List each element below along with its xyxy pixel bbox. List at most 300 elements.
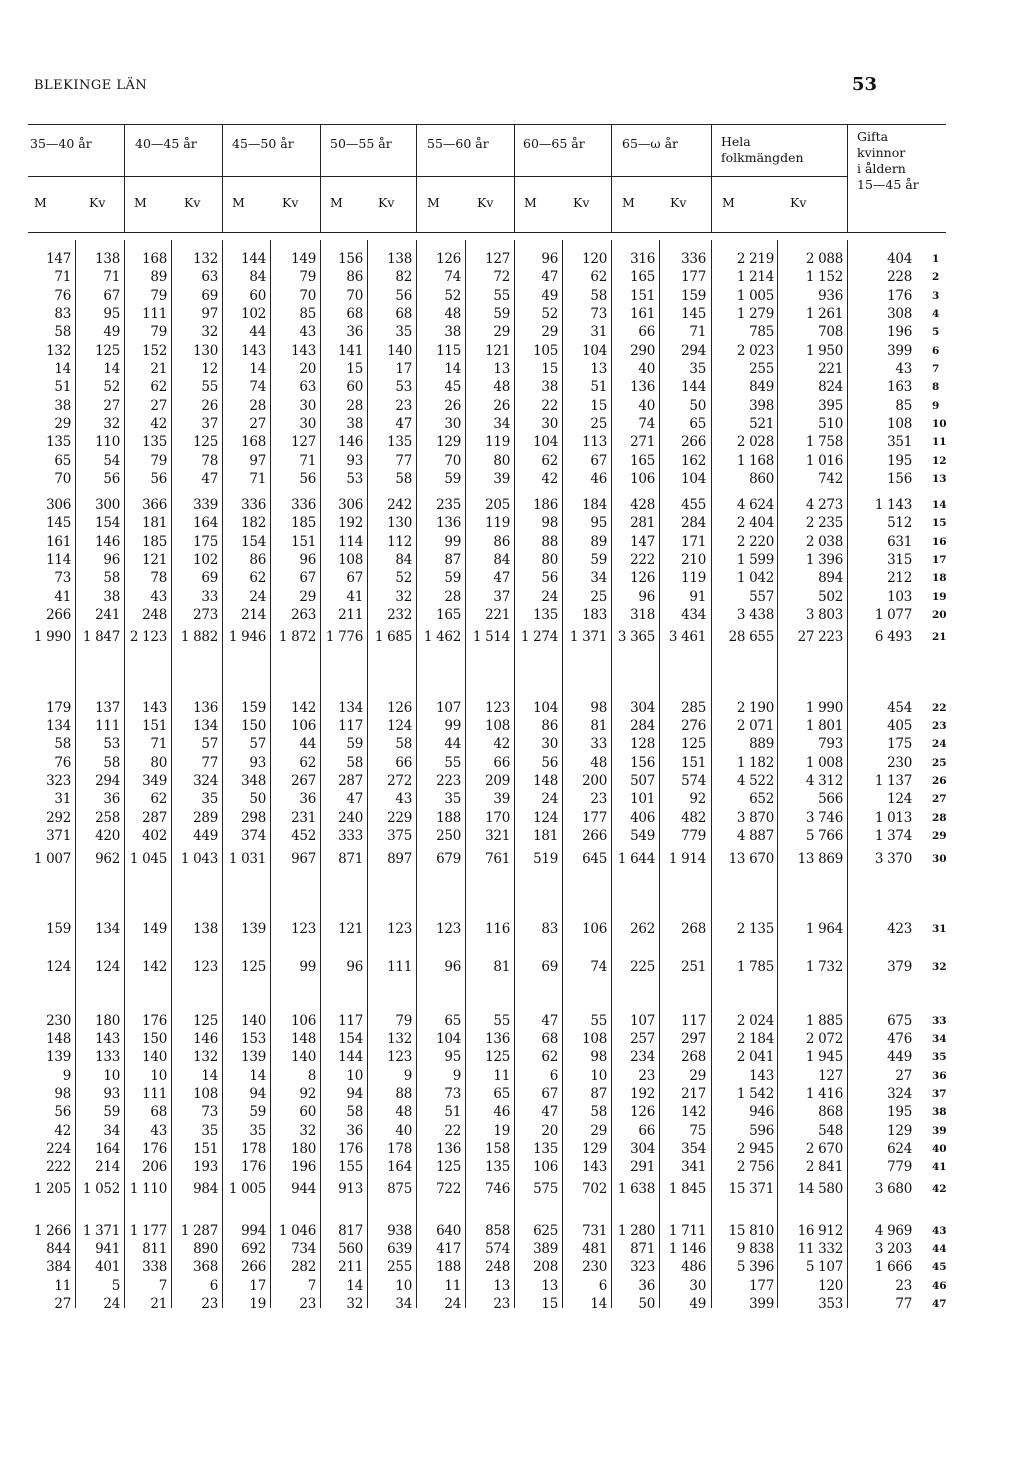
table-cell: 132 xyxy=(387,1031,412,1047)
table-cell: 3 461 xyxy=(668,629,706,645)
table-cell: 336 xyxy=(681,251,706,267)
table-cell: 117 xyxy=(338,718,363,734)
header-bottom-rule xyxy=(28,232,946,233)
table-cell: 78 xyxy=(150,570,167,586)
table-cell: 123 xyxy=(436,921,461,937)
kv-label: Kv xyxy=(573,195,590,210)
table-cell: 168 xyxy=(241,434,266,450)
table-cell: 24 xyxy=(103,1296,120,1312)
table-cell: 164 xyxy=(193,515,218,531)
table-cell: 132 xyxy=(193,251,218,267)
table-cell: 38 xyxy=(541,379,558,395)
table-cell: 67 xyxy=(299,570,316,586)
table-cell: 23 xyxy=(201,1296,218,1312)
table-cell: 304 xyxy=(630,1141,655,1157)
table-row xyxy=(0,1181,1024,1200)
table-cell: 24 xyxy=(541,589,558,605)
table-cell: 142 xyxy=(681,1104,706,1120)
table-cell: 117 xyxy=(681,1013,706,1029)
row-number: 12 xyxy=(932,455,947,467)
table-cell: 97 xyxy=(201,306,218,322)
table-cell: 868 xyxy=(818,1104,843,1120)
row-number: 7 xyxy=(932,363,940,375)
table-cell: 106 xyxy=(291,1013,316,1029)
table-cell: 70 xyxy=(54,471,71,487)
table-row xyxy=(0,1013,1024,1032)
table-cell: 50 xyxy=(689,398,706,414)
col-head-65-omega: 65—ω år xyxy=(622,136,678,151)
table-cell: 24 xyxy=(541,791,558,807)
table-cell: 575 xyxy=(533,1181,558,1197)
table-cell: 146 xyxy=(338,434,363,450)
table-cell: 351 xyxy=(887,434,912,450)
table-cell: 46 xyxy=(493,1104,510,1120)
table-cell: 47 xyxy=(493,570,510,586)
table-cell: 2 023 xyxy=(736,343,774,359)
table-cell: 49 xyxy=(541,288,558,304)
table-cell: 34 xyxy=(493,416,510,432)
table-cell: 289 xyxy=(193,810,218,826)
table-cell: 72 xyxy=(493,269,510,285)
table-row xyxy=(0,791,1024,810)
table-cell: 62 xyxy=(150,379,167,395)
table-cell: 136 xyxy=(630,379,655,395)
table-cell: 304 xyxy=(630,700,655,716)
row-number: 39 xyxy=(932,1125,947,1137)
table-cell: 84 xyxy=(493,552,510,568)
table-cell: 188 xyxy=(436,1259,461,1275)
table-cell: 46 xyxy=(590,471,607,487)
table-cell: 89 xyxy=(150,269,167,285)
table-row xyxy=(0,269,1024,288)
table-cell: 84 xyxy=(395,552,412,568)
table-cell: 228 xyxy=(887,269,912,285)
table-cell: 420 xyxy=(95,828,120,844)
table-cell: 77 xyxy=(395,453,412,469)
table-cell: 53 xyxy=(395,379,412,395)
table-cell: 126 xyxy=(630,570,655,586)
table-cell: 181 xyxy=(142,515,167,531)
table-cell: 123 xyxy=(387,1049,412,1065)
table-row xyxy=(0,629,1024,648)
table-cell: 94 xyxy=(346,1086,363,1102)
table-cell: 143 xyxy=(291,343,316,359)
table-cell: 92 xyxy=(299,1086,316,1102)
table-cell: 645 xyxy=(582,851,607,867)
row-number: 24 xyxy=(932,738,947,750)
table-cell: 36 xyxy=(346,1123,363,1139)
table-cell: 29 xyxy=(541,324,558,340)
table-cell: 734 xyxy=(291,1241,316,1257)
table-cell: 2 756 xyxy=(736,1159,774,1175)
table-cell: 574 xyxy=(681,773,706,789)
table-cell: 395 xyxy=(818,398,843,414)
table-cell: 129 xyxy=(582,1141,607,1157)
m-label: M xyxy=(524,195,537,210)
table-row xyxy=(0,306,1024,325)
table-cell: 135 xyxy=(387,434,412,450)
table-cell: 65 xyxy=(444,1013,461,1029)
table-cell: 130 xyxy=(193,343,218,359)
row-number: 10 xyxy=(932,418,947,430)
table-cell: 142 xyxy=(142,959,167,975)
table-cell: 176 xyxy=(241,1159,266,1175)
table-cell: 196 xyxy=(887,324,912,340)
table-cell: 1 043 xyxy=(180,851,218,867)
table-row xyxy=(0,959,1024,978)
table-cell: 59 xyxy=(249,1104,266,1120)
col-head-50-55: 50—55 år xyxy=(330,136,392,151)
table-cell: 452 xyxy=(291,828,316,844)
table-cell: 272 xyxy=(387,773,412,789)
table-cell: 134 xyxy=(338,700,363,716)
table-cell: 1 885 xyxy=(805,1013,843,1029)
table-cell: 136 xyxy=(436,1141,461,1157)
table-cell: 234 xyxy=(630,1049,655,1065)
table-cell: 74 xyxy=(249,379,266,395)
table-cell: 27 xyxy=(895,1068,912,1084)
table-cell: 86 xyxy=(493,534,510,550)
row-number: 43 xyxy=(932,1225,947,1237)
table-row xyxy=(0,1123,1024,1142)
table-cell: 111 xyxy=(387,959,412,975)
row-number: 5 xyxy=(932,326,940,338)
table-cell: 742 xyxy=(818,471,843,487)
table-cell: 29 xyxy=(689,1068,706,1084)
table-cell: 120 xyxy=(818,1278,843,1294)
table-cell: 1 845 xyxy=(668,1181,706,1197)
table-cell: 125 xyxy=(95,343,120,359)
table-cell: 212 xyxy=(887,570,912,586)
table-cell: 449 xyxy=(887,1049,912,1065)
table-row xyxy=(0,453,1024,472)
table-cell: 14 xyxy=(590,1296,607,1312)
row-number: 11 xyxy=(932,436,947,448)
table-cell: 55 xyxy=(444,755,461,771)
table-cell: 106 xyxy=(291,718,316,734)
table-cell: 27 xyxy=(103,398,120,414)
table-cell: 97 xyxy=(249,453,266,469)
table-cell: 32 xyxy=(103,416,120,432)
table-cell: 195 xyxy=(887,1104,912,1120)
row-number: 47 xyxy=(932,1298,947,1310)
table-cell: 121 xyxy=(338,921,363,937)
table-cell: 104 xyxy=(533,700,558,716)
table-cell: 15 xyxy=(346,361,363,377)
table-cell: 455 xyxy=(681,497,706,513)
table-cell: 31 xyxy=(54,791,71,807)
table-cell: 13 xyxy=(493,1278,510,1294)
table-cell: 1 005 xyxy=(228,1181,266,1197)
table-cell: 110 xyxy=(95,434,120,450)
table-cell: 68 xyxy=(346,306,363,322)
table-cell: 92 xyxy=(689,791,706,807)
table-cell: 52 xyxy=(395,570,412,586)
table-cell: 67 xyxy=(346,570,363,586)
table-cell: 255 xyxy=(749,361,774,377)
table-cell: 133 xyxy=(95,1049,120,1065)
table-cell: 434 xyxy=(681,607,706,623)
table-row xyxy=(0,810,1024,829)
kv-label: Kv xyxy=(670,195,687,210)
row-number: 46 xyxy=(932,1280,947,1292)
table-cell: 66 xyxy=(638,324,655,340)
table-cell: 98 xyxy=(590,1049,607,1065)
table-cell: 266 xyxy=(681,434,706,450)
table-cell: 1 274 xyxy=(520,629,558,645)
header-column-rule xyxy=(611,124,612,232)
table-cell: 519 xyxy=(533,851,558,867)
table-cell: 428 xyxy=(630,497,655,513)
table-cell: 32 xyxy=(346,1296,363,1312)
table-row xyxy=(0,718,1024,737)
table-cell: 273 xyxy=(193,607,218,623)
table-cell: 2 945 xyxy=(736,1141,774,1157)
table-cell: 124 xyxy=(887,791,912,807)
table-cell: 95 xyxy=(103,306,120,322)
table-cell: 71 xyxy=(103,269,120,285)
table-cell: 250 xyxy=(436,828,461,844)
table-cell: 33 xyxy=(590,736,607,752)
region-title: BLEKINGE LÄN xyxy=(34,78,148,93)
table-cell: 1 042 xyxy=(736,570,774,586)
table-cell: 21 xyxy=(150,1296,167,1312)
table-cell: 222 xyxy=(46,1159,71,1175)
table-cell: 77 xyxy=(895,1296,912,1312)
table-cell: 811 xyxy=(142,1241,167,1257)
table-cell: 71 xyxy=(150,736,167,752)
table-cell: 150 xyxy=(142,1031,167,1047)
table-cell: 341 xyxy=(681,1159,706,1175)
table-cell: 52 xyxy=(444,288,461,304)
table-cell: 85 xyxy=(299,306,316,322)
table-cell: 324 xyxy=(887,1086,912,1102)
table-cell: 99 xyxy=(444,534,461,550)
table-cell: 44 xyxy=(249,324,266,340)
table-cell: 224 xyxy=(46,1141,71,1157)
table-cell: 38 xyxy=(444,324,461,340)
table-cell: 139 xyxy=(241,1049,266,1065)
table-row xyxy=(0,570,1024,589)
table-cell: 35 xyxy=(444,791,461,807)
table-cell: 140 xyxy=(291,1049,316,1065)
table-cell: 81 xyxy=(590,718,607,734)
table-cell: 175 xyxy=(887,736,912,752)
table-cell: 62 xyxy=(150,791,167,807)
table-cell: 15 371 xyxy=(728,1181,774,1197)
table-cell: 27 xyxy=(54,1296,71,1312)
table-cell: 125 xyxy=(193,434,218,450)
table-row xyxy=(0,1241,1024,1260)
table-cell: 1 177 xyxy=(129,1223,167,1239)
table-cell: 165 xyxy=(436,607,461,623)
table-cell: 171 xyxy=(681,534,706,550)
table-cell: 248 xyxy=(485,1259,510,1275)
table-cell: 125 xyxy=(681,736,706,752)
table-cell: 29 xyxy=(54,416,71,432)
table-cell: 14 xyxy=(346,1278,363,1294)
table-cell: 384 xyxy=(46,1259,71,1275)
table-cell: 71 xyxy=(54,269,71,285)
table-cell: 48 xyxy=(395,1104,412,1120)
table-cell: 3 870 xyxy=(736,810,774,826)
table-row xyxy=(0,361,1024,380)
table-cell: 35 xyxy=(201,1123,218,1139)
table-cell: 936 xyxy=(818,288,843,304)
row-number: 33 xyxy=(932,1015,947,1027)
table-cell: 40 xyxy=(638,398,655,414)
table-cell: 104 xyxy=(681,471,706,487)
table-cell: 159 xyxy=(681,288,706,304)
table-cell: 94 xyxy=(249,1086,266,1102)
table-cell: 69 xyxy=(201,288,218,304)
table-cell: 2 220 xyxy=(736,534,774,550)
row-number: 14 xyxy=(932,499,947,511)
row-number: 30 xyxy=(932,853,947,865)
table-cell: 140 xyxy=(241,1013,266,1029)
table-cell: 62 xyxy=(249,570,266,586)
table-cell: 399 xyxy=(887,343,912,359)
table-cell: 4 312 xyxy=(805,773,843,789)
row-number: 19 xyxy=(932,591,947,603)
table-row xyxy=(0,251,1024,270)
table-cell: 746 xyxy=(485,1181,510,1197)
table-cell: 13 xyxy=(541,1278,558,1294)
row-number: 9 xyxy=(932,400,940,412)
table-cell: 206 xyxy=(142,1159,167,1175)
table-cell: 308 xyxy=(887,306,912,322)
table-cell: 3 365 xyxy=(617,629,655,645)
table-cell: 32 xyxy=(395,589,412,605)
table-cell: 65 xyxy=(689,416,706,432)
table-cell: 62 xyxy=(590,269,607,285)
table-cell: 284 xyxy=(681,515,706,531)
table-cell: 153 xyxy=(241,1031,266,1047)
table-cell: 6 xyxy=(598,1278,607,1294)
table-cell: 230 xyxy=(582,1259,607,1275)
table-cell: 143 xyxy=(95,1031,120,1047)
table-cell: 1 638 xyxy=(617,1181,655,1197)
table-cell: 91 xyxy=(689,589,706,605)
table-cell: 135 xyxy=(533,607,558,623)
table-cell: 858 xyxy=(485,1223,510,1239)
table-cell: 134 xyxy=(193,718,218,734)
table-cell: 1 599 xyxy=(736,552,774,568)
table-cell: 398 xyxy=(749,398,774,414)
table-cell: 144 xyxy=(338,1049,363,1065)
table-cell: 266 xyxy=(46,607,71,623)
table-row xyxy=(0,1086,1024,1105)
table-cell: 105 xyxy=(533,343,558,359)
table-cell: 1 872 xyxy=(278,629,316,645)
table-cell: 1 007 xyxy=(33,851,71,867)
table-cell: 59 xyxy=(444,471,461,487)
table-cell: 242 xyxy=(387,497,412,513)
table-cell: 268 xyxy=(681,1049,706,1065)
table-cell: 14 xyxy=(54,361,71,377)
table-cell: 221 xyxy=(485,607,510,623)
table-cell: 84 xyxy=(249,269,266,285)
table-cell: 19 xyxy=(493,1123,510,1139)
table-cell: 50 xyxy=(249,791,266,807)
table-cell: 354 xyxy=(681,1141,706,1157)
table-cell: 338 xyxy=(142,1259,167,1275)
table-cell: 679 xyxy=(436,851,461,867)
row-number: 3 xyxy=(932,290,940,302)
table-cell: 55 xyxy=(590,1013,607,1029)
table-cell: 135 xyxy=(533,1141,558,1157)
table-cell: 2 024 xyxy=(736,1013,774,1029)
table-cell: 98 xyxy=(541,515,558,531)
table-cell: 87 xyxy=(444,552,461,568)
table-cell: 214 xyxy=(241,607,266,623)
table-cell: 6 xyxy=(209,1278,218,1294)
table-row xyxy=(0,773,1024,792)
table-cell: 123 xyxy=(291,921,316,937)
table-cell: 323 xyxy=(630,1259,655,1275)
table-cell: 80 xyxy=(493,453,510,469)
table-cell: 95 xyxy=(444,1049,461,1065)
table-cell: 56 xyxy=(541,755,558,771)
table-cell: 502 xyxy=(818,589,843,605)
table-cell: 186 xyxy=(533,497,558,513)
table-cell: 399 xyxy=(749,1296,774,1312)
table-cell: 32 xyxy=(299,1123,316,1139)
table-cell: 37 xyxy=(201,416,218,432)
table-cell: 2 184 xyxy=(736,1031,774,1047)
table-cell: 116 xyxy=(485,921,510,937)
table-cell: 2 404 xyxy=(736,515,774,531)
table-cell: 119 xyxy=(485,434,510,450)
table-cell: 29 xyxy=(590,1123,607,1139)
table-cell: 154 xyxy=(241,534,266,550)
table-cell: 87 xyxy=(590,1086,607,1102)
table-cell: 138 xyxy=(95,251,120,267)
table-cell: 209 xyxy=(485,773,510,789)
table-cell: 25 xyxy=(590,589,607,605)
table-cell: 83 xyxy=(54,306,71,322)
table-cell: 58 xyxy=(590,1104,607,1120)
table-cell: 148 xyxy=(533,773,558,789)
header-column-rule xyxy=(124,124,125,232)
table-cell: 49 xyxy=(103,324,120,340)
table-cell: 476 xyxy=(887,1031,912,1047)
table-cell: 962 xyxy=(95,851,120,867)
table-cell: 113 xyxy=(582,434,607,450)
table-cell: 69 xyxy=(201,570,218,586)
table-cell: 200 xyxy=(582,773,607,789)
table-cell: 58 xyxy=(346,755,363,771)
table-cell: 47 xyxy=(346,791,363,807)
table-cell: 1 013 xyxy=(874,810,912,826)
row-number: 6 xyxy=(932,345,940,357)
table-cell: 70 xyxy=(346,288,363,304)
table-cell: 339 xyxy=(193,497,218,513)
table-cell: 28 xyxy=(249,398,266,414)
table-cell: 507 xyxy=(630,773,655,789)
row-number: 42 xyxy=(932,1183,947,1195)
table-cell: 36 xyxy=(346,324,363,340)
table-cell: 225 xyxy=(630,959,655,975)
table-cell: 151 xyxy=(291,534,316,550)
table-cell: 79 xyxy=(150,324,167,340)
table-cell: 5 xyxy=(111,1278,120,1294)
table-cell: 74 xyxy=(590,959,607,975)
row-number: 45 xyxy=(932,1261,947,1273)
table-cell: 184 xyxy=(582,497,607,513)
row-number: 35 xyxy=(932,1051,947,1063)
table-cell: 297 xyxy=(681,1031,706,1047)
